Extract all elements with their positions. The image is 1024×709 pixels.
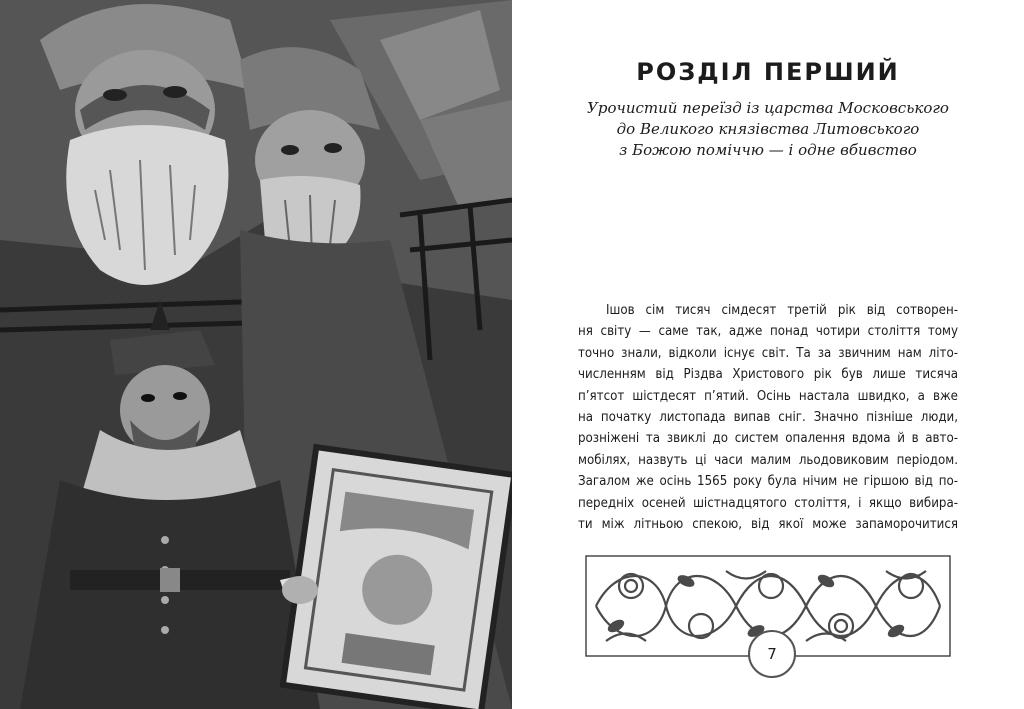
- chapter-subtitle: [572, 98, 964, 161]
- text-line: розніжені та звиклі до систем опалення вдома й в авто-: [578, 431, 958, 447]
- text-line: Ішов сім тисяч сімдесят третій рік від сотворен-: [606, 303, 958, 318]
- chapter-title: РОЗДІЛ ПЕРШИЙ: [636, 58, 900, 86]
- subtitle-line: Урочистий переїзд із царства Московського: [587, 99, 949, 117]
- text-line: Загалом же осінь 1565 року була нічим не гіршою від по-: [578, 474, 958, 490]
- text-line: ти між літньою спекою, від якої може запаморочитися: [578, 516, 958, 532]
- text-line: передніх осеней шістнадцятого століття, і якщо вибира-: [578, 495, 958, 511]
- text-line: на початку листопада випав сніг. Значно пізніше люди,: [578, 409, 958, 425]
- page-number: 7: [748, 630, 796, 678]
- subtitle-line: з Божою поміччю — і одне вбивство: [619, 141, 917, 159]
- text-line: численням від Різдва Христового рік був лише тисяча: [578, 367, 958, 383]
- text-line: п’ятсот шістдесят п’ятий. Осінь настала швидко, а вже: [578, 388, 958, 404]
- subtitle-line: до Великого князівства Литовського: [616, 120, 920, 138]
- body-paragraph: [578, 300, 958, 535]
- text-line: мобілях, назвуть ці часи малим льодовиковим періодом.: [578, 452, 958, 468]
- text-line: точно знали, відколи існує світ. Та за звичним нам літо-: [578, 345, 958, 361]
- text-line: ня світу — саме так, адже понад чотири століття тому: [578, 324, 958, 340]
- text-page: [512, 0, 1024, 709]
